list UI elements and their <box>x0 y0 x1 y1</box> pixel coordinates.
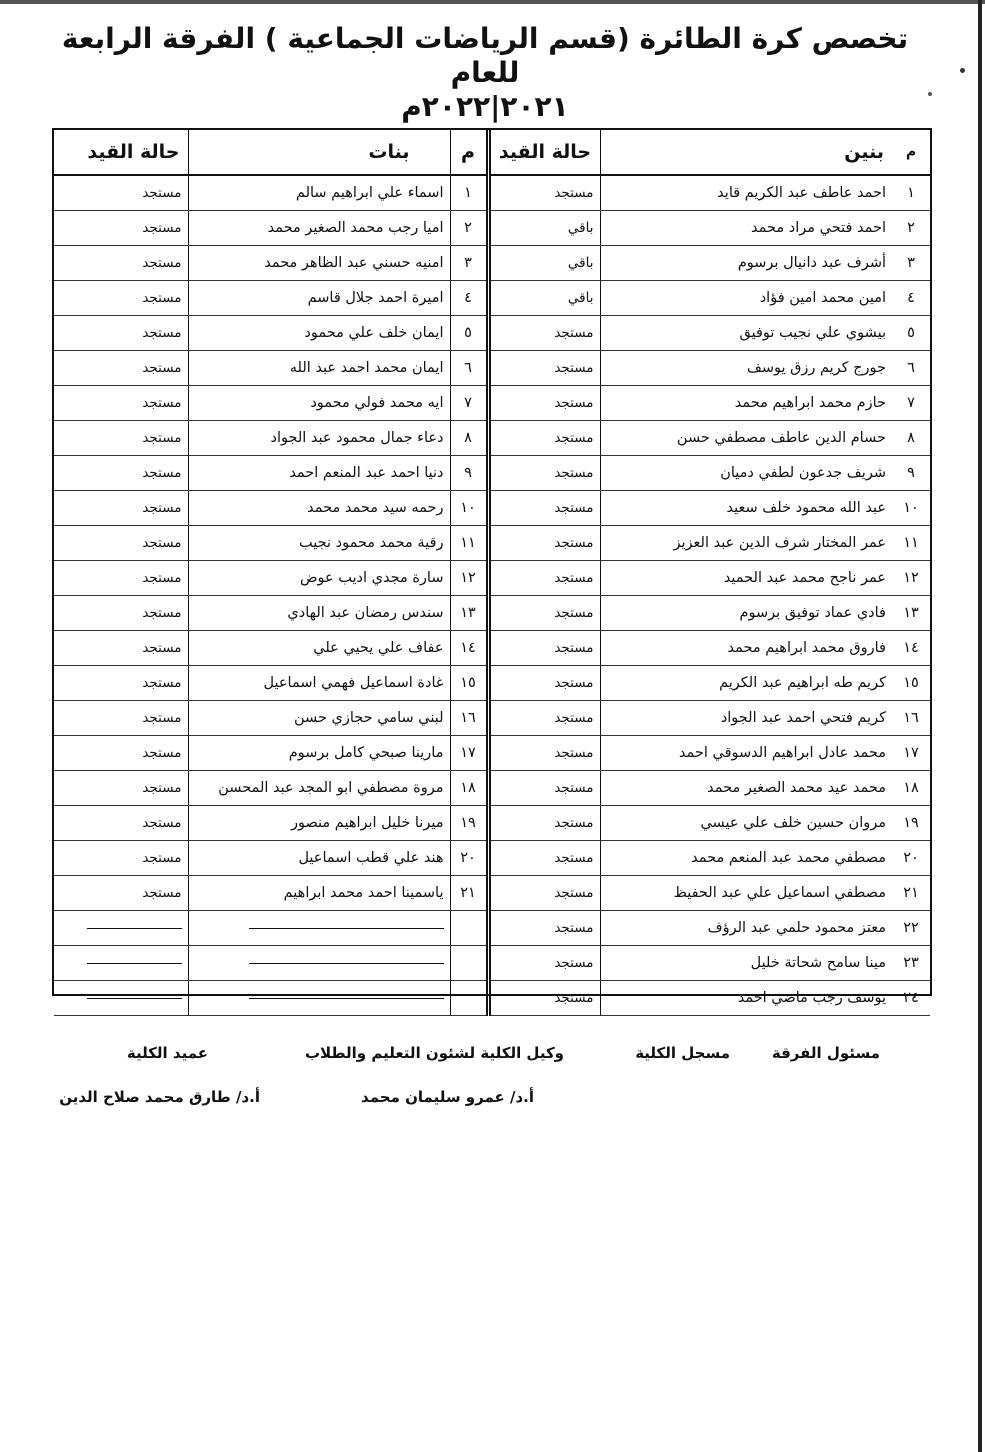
table-row <box>54 596 930 631</box>
girl-name: مروة مصطفي ابو المجد عبد المحسن <box>188 771 450 806</box>
boy-name: كريم طه ابراهيم عبد الكريم <box>600 666 892 701</box>
boy-number: ١٩ <box>892 806 930 841</box>
boy-name: محمد عيد محمد الصغير محمد <box>600 771 892 806</box>
girl-number: ٣ <box>450 246 488 281</box>
boy-status: مستجد <box>488 631 600 666</box>
boy-number: ١٢ <box>892 561 930 596</box>
header-girls: بنات <box>188 130 450 175</box>
boy-status: باقي <box>488 281 600 316</box>
boy-status: مستجد <box>488 491 600 526</box>
girl-number: ٤ <box>450 281 488 316</box>
girl-number: ١٣ <box>450 596 488 631</box>
girl-status: مستجد <box>54 596 188 631</box>
boy-name: احمد فتحي مراد محمد <box>600 211 892 246</box>
boy-number: ٢١ <box>892 876 930 911</box>
dean-label: عميد الكلية <box>126 1044 208 1062</box>
girl-name <box>188 946 450 981</box>
table-row <box>54 456 930 491</box>
header-girls-status: حالة القيد <box>54 130 188 175</box>
boy-number: ٢٣ <box>892 946 930 981</box>
girl-number <box>450 946 488 981</box>
roster-table <box>54 130 930 1016</box>
boy-name: معتز محمود حلمي عبد الرؤف <box>600 911 892 946</box>
roster-table-frame <box>52 128 932 1006</box>
girl-number <box>450 911 488 946</box>
girl-number: ٩ <box>450 456 488 491</box>
girl-number: ٦ <box>450 351 488 386</box>
girl-status: مستجد <box>54 771 188 806</box>
boy-status: مستجد <box>488 736 600 771</box>
table-row <box>54 981 930 1016</box>
girl-name: لبني سامي حجازي حسن <box>188 701 450 736</box>
girl-status: مستجد <box>54 841 188 876</box>
boy-number: ٢ <box>892 211 930 246</box>
girl-number: ١٨ <box>450 771 488 806</box>
table-row <box>54 876 930 911</box>
boy-name: فادي عماد توفيق برسوم <box>600 596 892 631</box>
boy-number: ١٥ <box>892 666 930 701</box>
table-row <box>54 491 930 526</box>
boy-status: مستجد <box>488 596 600 631</box>
scan-right-edge <box>978 0 982 1452</box>
boy-status: مستجد <box>488 771 600 806</box>
girl-status: مستجد <box>54 876 188 911</box>
boy-number: ٢٢ <box>892 911 930 946</box>
table-row <box>54 561 930 596</box>
table-row <box>54 246 930 281</box>
girl-name: اسماء علي ابراهيم سالم <box>188 175 450 211</box>
boy-status: باقي <box>488 211 600 246</box>
blank-line <box>249 928 443 929</box>
header-boys: بنين <box>600 130 892 175</box>
table-row <box>54 526 930 561</box>
girl-name: اميرة احمد جلال قاسم <box>188 281 450 316</box>
boy-status: مستجد <box>488 316 600 351</box>
boy-number: ٤ <box>892 281 930 316</box>
boy-number: ٣ <box>892 246 930 281</box>
boy-name: جورج كريم رزق يوسف <box>600 351 892 386</box>
vice-dean-name: أ.د/ عمرو سليمان محمد <box>361 1088 534 1106</box>
girl-number: ١٥ <box>450 666 488 701</box>
boy-status: مستجد <box>488 666 600 701</box>
header-boys-num: م <box>892 130 930 175</box>
boy-name: كريم فتحي احمد عبد الجواد <box>600 701 892 736</box>
girl-status: مستجد <box>54 736 188 771</box>
girl-name: دنيا احمد عبد المنعم احمد <box>188 456 450 491</box>
girl-number: ١ <box>450 175 488 211</box>
blank-line <box>249 963 443 964</box>
girl-status: مستجد <box>54 666 188 701</box>
girl-status: مستجد <box>54 526 188 561</box>
girl-name: ياسمينا احمد محمد ابراهيم <box>188 876 450 911</box>
boy-status: مستجد <box>488 351 600 386</box>
boy-status: باقي <box>488 246 600 281</box>
table-row <box>54 666 930 701</box>
boy-status: مستجد <box>488 806 600 841</box>
girl-number: ١١ <box>450 526 488 561</box>
girl-status: مستجد <box>54 386 188 421</box>
table-row <box>54 175 930 211</box>
girl-name: ميرنا خليل ابراهيم منصور <box>188 806 450 841</box>
girl-name <box>188 981 450 1016</box>
scan-top-edge <box>0 0 985 4</box>
girl-number <box>450 981 488 1016</box>
boy-name: شريف جدعون لطفي دميان <box>600 456 892 491</box>
header-boys-status: حالة القيد <box>488 130 600 175</box>
boy-number: ٦ <box>892 351 930 386</box>
boy-number: ٨ <box>892 421 930 456</box>
boy-status: مستجد <box>488 946 600 981</box>
boy-status: مستجد <box>488 386 600 421</box>
table-row <box>54 211 930 246</box>
blank-line <box>87 928 182 929</box>
boy-number: ٢٠ <box>892 841 930 876</box>
table-row <box>54 281 930 316</box>
girl-number: ٢١ <box>450 876 488 911</box>
boy-number: ١٣ <box>892 596 930 631</box>
girl-number: ٢٠ <box>450 841 488 876</box>
girl-name: ايمان محمد احمد عبد الله <box>188 351 450 386</box>
boy-name: مصطفي محمد عبد المنعم محمد <box>600 841 892 876</box>
boy-name: محمد عادل ابراهيم الدسوقي احمد <box>600 736 892 771</box>
boy-name: مصطفي اسماعيل علي عبد الحفيظ <box>600 876 892 911</box>
boy-name: عبد الله محمود خلف سعيد <box>600 491 892 526</box>
girl-number: ١٦ <box>450 701 488 736</box>
boy-number: ١٧ <box>892 736 930 771</box>
blank-line <box>87 963 182 964</box>
boy-number: ١٤ <box>892 631 930 666</box>
girl-status: مستجد <box>54 351 188 386</box>
table-row <box>54 841 930 876</box>
class-officer-label: مسئول الفرقة <box>771 1044 880 1062</box>
girl-name: غادة اسماعيل فهمي اسماعيل <box>188 666 450 701</box>
boy-number: ٢٤ <box>892 981 930 1016</box>
girl-number: ٢ <box>450 211 488 246</box>
girl-status: مستجد <box>54 456 188 491</box>
table-row <box>54 701 930 736</box>
boy-name: يوسف رجب ماضي احمد <box>600 981 892 1016</box>
boy-status: مستجد <box>488 841 600 876</box>
table-row <box>54 771 930 806</box>
girl-status: مستجد <box>54 631 188 666</box>
boy-status: مستجد <box>488 981 600 1016</box>
girl-status: مستجد <box>54 421 188 456</box>
girl-status: مستجد <box>54 561 188 596</box>
header-row <box>54 130 930 175</box>
girl-status: مستجد <box>54 316 188 351</box>
girl-status <box>54 911 188 946</box>
table-row <box>54 631 930 666</box>
girl-name <box>188 911 450 946</box>
girl-name: اميا رجب محمد الصغير محمد <box>188 211 450 246</box>
boy-status: مستجد <box>488 456 600 491</box>
girl-name: رقية محمد محمود نجيب <box>188 526 450 561</box>
boy-status: مستجد <box>488 876 600 911</box>
scan-speck <box>960 68 965 73</box>
boy-number: ١٦ <box>892 701 930 736</box>
girl-number: ٥ <box>450 316 488 351</box>
girl-status: مستجد <box>54 246 188 281</box>
girl-number: ١٠ <box>450 491 488 526</box>
girl-number: ١٩ <box>450 806 488 841</box>
header-girls-num: م <box>450 130 488 175</box>
girl-name: سندس رمضان عبد الهادي <box>188 596 450 631</box>
signature-titles <box>90 1044 880 1068</box>
girl-name: عفاف علي يحيي علي <box>188 631 450 666</box>
boy-name: احمد عاطف عبد الكريم قايد <box>600 175 892 211</box>
boy-name: امين محمد امين فؤاد <box>600 281 892 316</box>
girl-name: مارينا صبحي كامل برسوم <box>188 736 450 771</box>
girl-number: ٨ <box>450 421 488 456</box>
girl-status: مستجد <box>54 281 188 316</box>
boy-number: ١٠ <box>892 491 930 526</box>
boy-name: مينا سامح شحاتة خليل <box>600 946 892 981</box>
girl-name: رحمه سيد محمد محمد <box>188 491 450 526</box>
boy-name: فاروق محمد ابراهيم محمد <box>600 631 892 666</box>
boy-status: مستجد <box>488 175 600 211</box>
girl-name: سارة مجدي اديب عوض <box>188 561 450 596</box>
boy-name: حازم محمد ابراهيم محمد <box>600 386 892 421</box>
girl-status: مستجد <box>54 211 188 246</box>
girl-name: هند علي قطب اسماعيل <box>188 841 450 876</box>
girl-number: ١٤ <box>450 631 488 666</box>
table-row <box>54 386 930 421</box>
girl-number: ١٧ <box>450 736 488 771</box>
blank-line <box>87 998 182 999</box>
girl-number: ١٢ <box>450 561 488 596</box>
table-row <box>54 736 930 771</box>
boy-name: حسام الدين عاطف مصطفي حسن <box>600 421 892 456</box>
registrar-label: مسجل الكلية <box>635 1044 730 1062</box>
girl-number: ٧ <box>450 386 488 421</box>
boy-name: عمر ناجح محمد عبد الحميد <box>600 561 892 596</box>
girl-status: مستجد <box>54 701 188 736</box>
boy-number: ٧ <box>892 386 930 421</box>
boy-number: ٩ <box>892 456 930 491</box>
boy-number: ١١ <box>892 526 930 561</box>
boy-status: مستجد <box>488 421 600 456</box>
girl-status <box>54 946 188 981</box>
vice-dean-label: وكيل الكلية لشئون التعليم والطلاب <box>304 1044 564 1062</box>
title-line-2: ٢٠٢١|٢٠٢٢م <box>401 90 569 123</box>
girl-name: امنيه حسني عبد الظاهر محمد <box>188 246 450 281</box>
boy-name: بيشوي علي نجيب توفيق <box>600 316 892 351</box>
dean-name: أ.د/ طارق محمد صلاح الدين <box>59 1088 260 1106</box>
boy-number: ٥ <box>892 316 930 351</box>
table-row <box>54 911 930 946</box>
table-row <box>54 806 930 841</box>
boy-status: مستجد <box>488 561 600 596</box>
table-row <box>54 421 930 456</box>
blank-line <box>249 998 443 999</box>
table-row <box>54 316 930 351</box>
girl-status: مستجد <box>54 491 188 526</box>
boy-name: أشرف عبد دانيال برسوم <box>600 246 892 281</box>
title-line-1: تخصص كرة الطائرة (قسم الرياضات الجماعية ) الفرقة الرابعة للعام <box>61 22 909 89</box>
table-row <box>54 946 930 981</box>
girl-status: مستجد <box>54 806 188 841</box>
boy-name: عمر المختار شرف الدين عبد العزيز <box>600 526 892 561</box>
table-row <box>54 351 930 386</box>
girl-status: مستجد <box>54 175 188 211</box>
boy-status: مستجد <box>488 911 600 946</box>
girl-name: ايمان خلف علي محمود <box>188 316 450 351</box>
girl-name: دعاء جمال محمود عبد الجواد <box>188 421 450 456</box>
boy-number: ١٨ <box>892 771 930 806</box>
signature-names <box>59 1088 870 1112</box>
girl-name: ايه محمد فولي محمود <box>188 386 450 421</box>
boy-status: مستجد <box>488 701 600 736</box>
boy-number: ١ <box>892 175 930 211</box>
document-title <box>40 22 930 124</box>
girl-status <box>54 981 188 1016</box>
boy-status: مستجد <box>488 526 600 561</box>
boy-name: مروان حسين خلف علي عيسي <box>600 806 892 841</box>
